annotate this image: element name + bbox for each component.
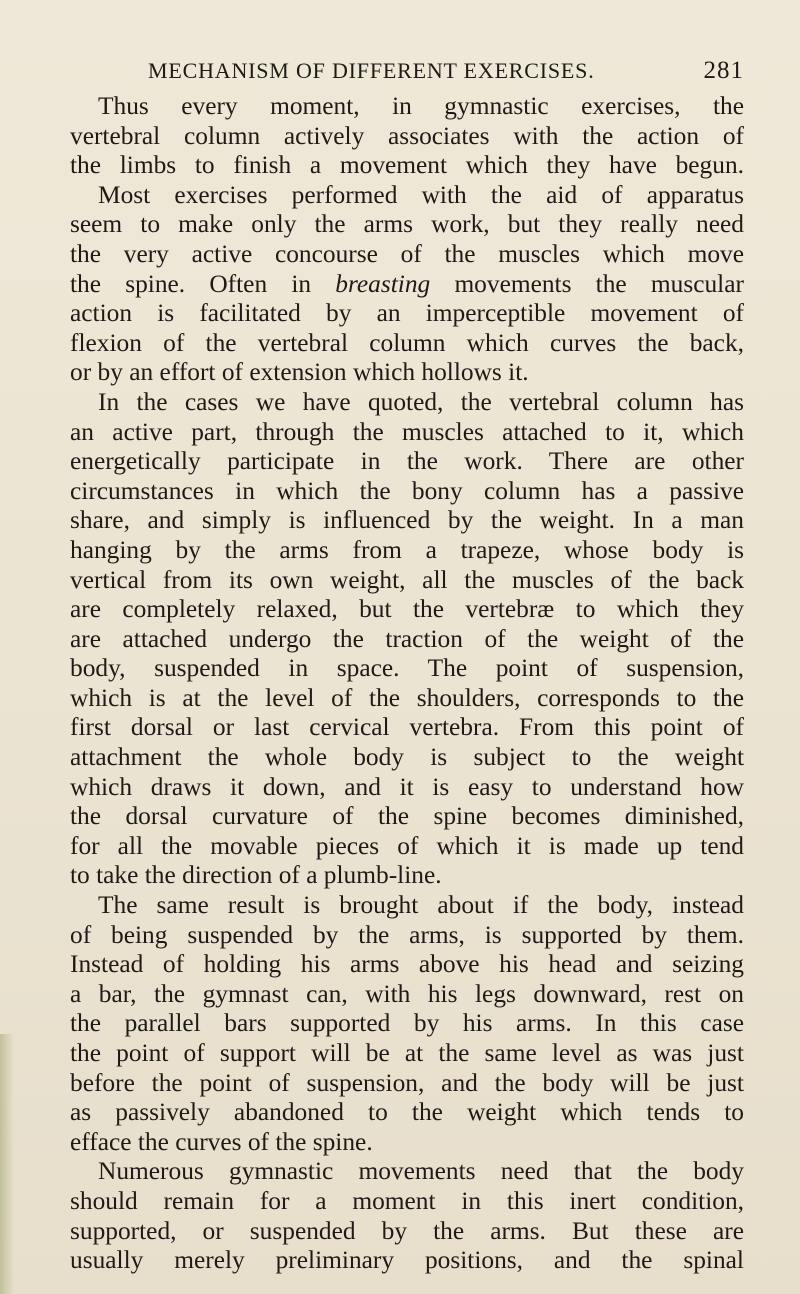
running-title: MECHANISM OF DIFFERENT EXERCISES. xyxy=(148,58,595,83)
running-head xyxy=(148,54,744,88)
text-line: usually merely preliminary positions, and the spinal xyxy=(70,1246,744,1275)
text-line: the point of support will be at the same level as was just xyxy=(70,1039,744,1067)
text-line: before the point of suspension, and the body will be just xyxy=(70,1068,744,1097)
text-line: which draws it down, and it is easy to understand how xyxy=(70,772,744,801)
text-line: efface the curves of the spine. xyxy=(70,1127,373,1156)
italic-term: breasting xyxy=(335,269,431,298)
text-line: first dorsal or last cervical vertebra. From this point of xyxy=(70,713,744,742)
text-line: supported, or suspended by the arms. But these are xyxy=(70,1216,744,1245)
text-line: hanging by the arms from a trapeze, whose body is xyxy=(70,535,744,564)
body-text xyxy=(70,92,744,1276)
text-line: Instead of holding his arms above his head and seizing xyxy=(70,950,744,979)
text-line: Thus every moment, in gymnastic exercises, the xyxy=(98,92,744,120)
text-line: the dorsal curvature of the spine becomes diminished, xyxy=(70,802,744,831)
text-line: the very active concourse of the muscles which move xyxy=(70,239,744,268)
text-line: Most exercises performed with the aid of apparatus xyxy=(98,180,744,209)
text-line: the limbs to finish a movement which they have begun. xyxy=(70,151,744,180)
text-line: are completely relaxed, but the vertebræ to which they xyxy=(70,595,744,624)
page-number: 281 xyxy=(703,57,744,84)
text-line: vertebral column actively associates with the action of xyxy=(70,121,744,150)
text-line: an active part, through the muscles attached to it, which xyxy=(70,417,744,446)
text-line: for all the movable pieces of which it is made up tend xyxy=(70,831,744,860)
text-line: which is at the level of the shoulders, corresponds to the xyxy=(70,683,744,712)
text-line xyxy=(70,270,744,300)
text-line: vertical from its own weight, all the muscles of the back xyxy=(70,565,744,594)
text-line: a bar, the gymnast can, with his legs downward, rest on xyxy=(70,979,744,1008)
text-line: should remain for a moment in this inert condition, xyxy=(70,1186,744,1215)
text-line: as passively abandoned to the weight which tends to xyxy=(70,1098,744,1127)
text-line: are attached undergo the traction of the weight of the xyxy=(70,624,744,653)
text-line: energetically participate in the work. There are other xyxy=(70,447,744,476)
text-line: seem to make only the arms work, but they really need xyxy=(70,210,744,239)
text-line: The same result is brought about if the body, instead xyxy=(98,891,744,920)
text-line: attachment the whole body is subject to the weight xyxy=(70,743,744,772)
text-line: the parallel bars supported by his arms. In this case xyxy=(70,1009,744,1038)
text-line: share, and simply is influenced by the weight. In a man xyxy=(70,506,744,535)
text-segment: the spine. Often in xyxy=(70,269,312,298)
text-line: action is facilitated by an imperceptible movement of xyxy=(70,299,744,328)
text-line: or by an effort of extension which hollows it. xyxy=(70,358,529,387)
text-line: flexion of the vertebral column which curves the back, xyxy=(70,328,744,357)
text-line: of being suspended by the arms, is supported by them. xyxy=(70,920,744,949)
page-edge-shadow xyxy=(0,1034,14,1294)
text-line: to take the direction of a plumb-line. xyxy=(70,861,442,890)
text-line: In the cases we have quoted, the vertebral column has xyxy=(98,387,744,416)
text-line: circumstances in which the bony column has a passive xyxy=(70,476,744,505)
text-segment: movements the muscular xyxy=(454,269,744,298)
text-line: body, suspended in space. The point of suspension, xyxy=(70,654,744,683)
text-line: Numerous gymnastic movements need that the body xyxy=(98,1157,744,1186)
